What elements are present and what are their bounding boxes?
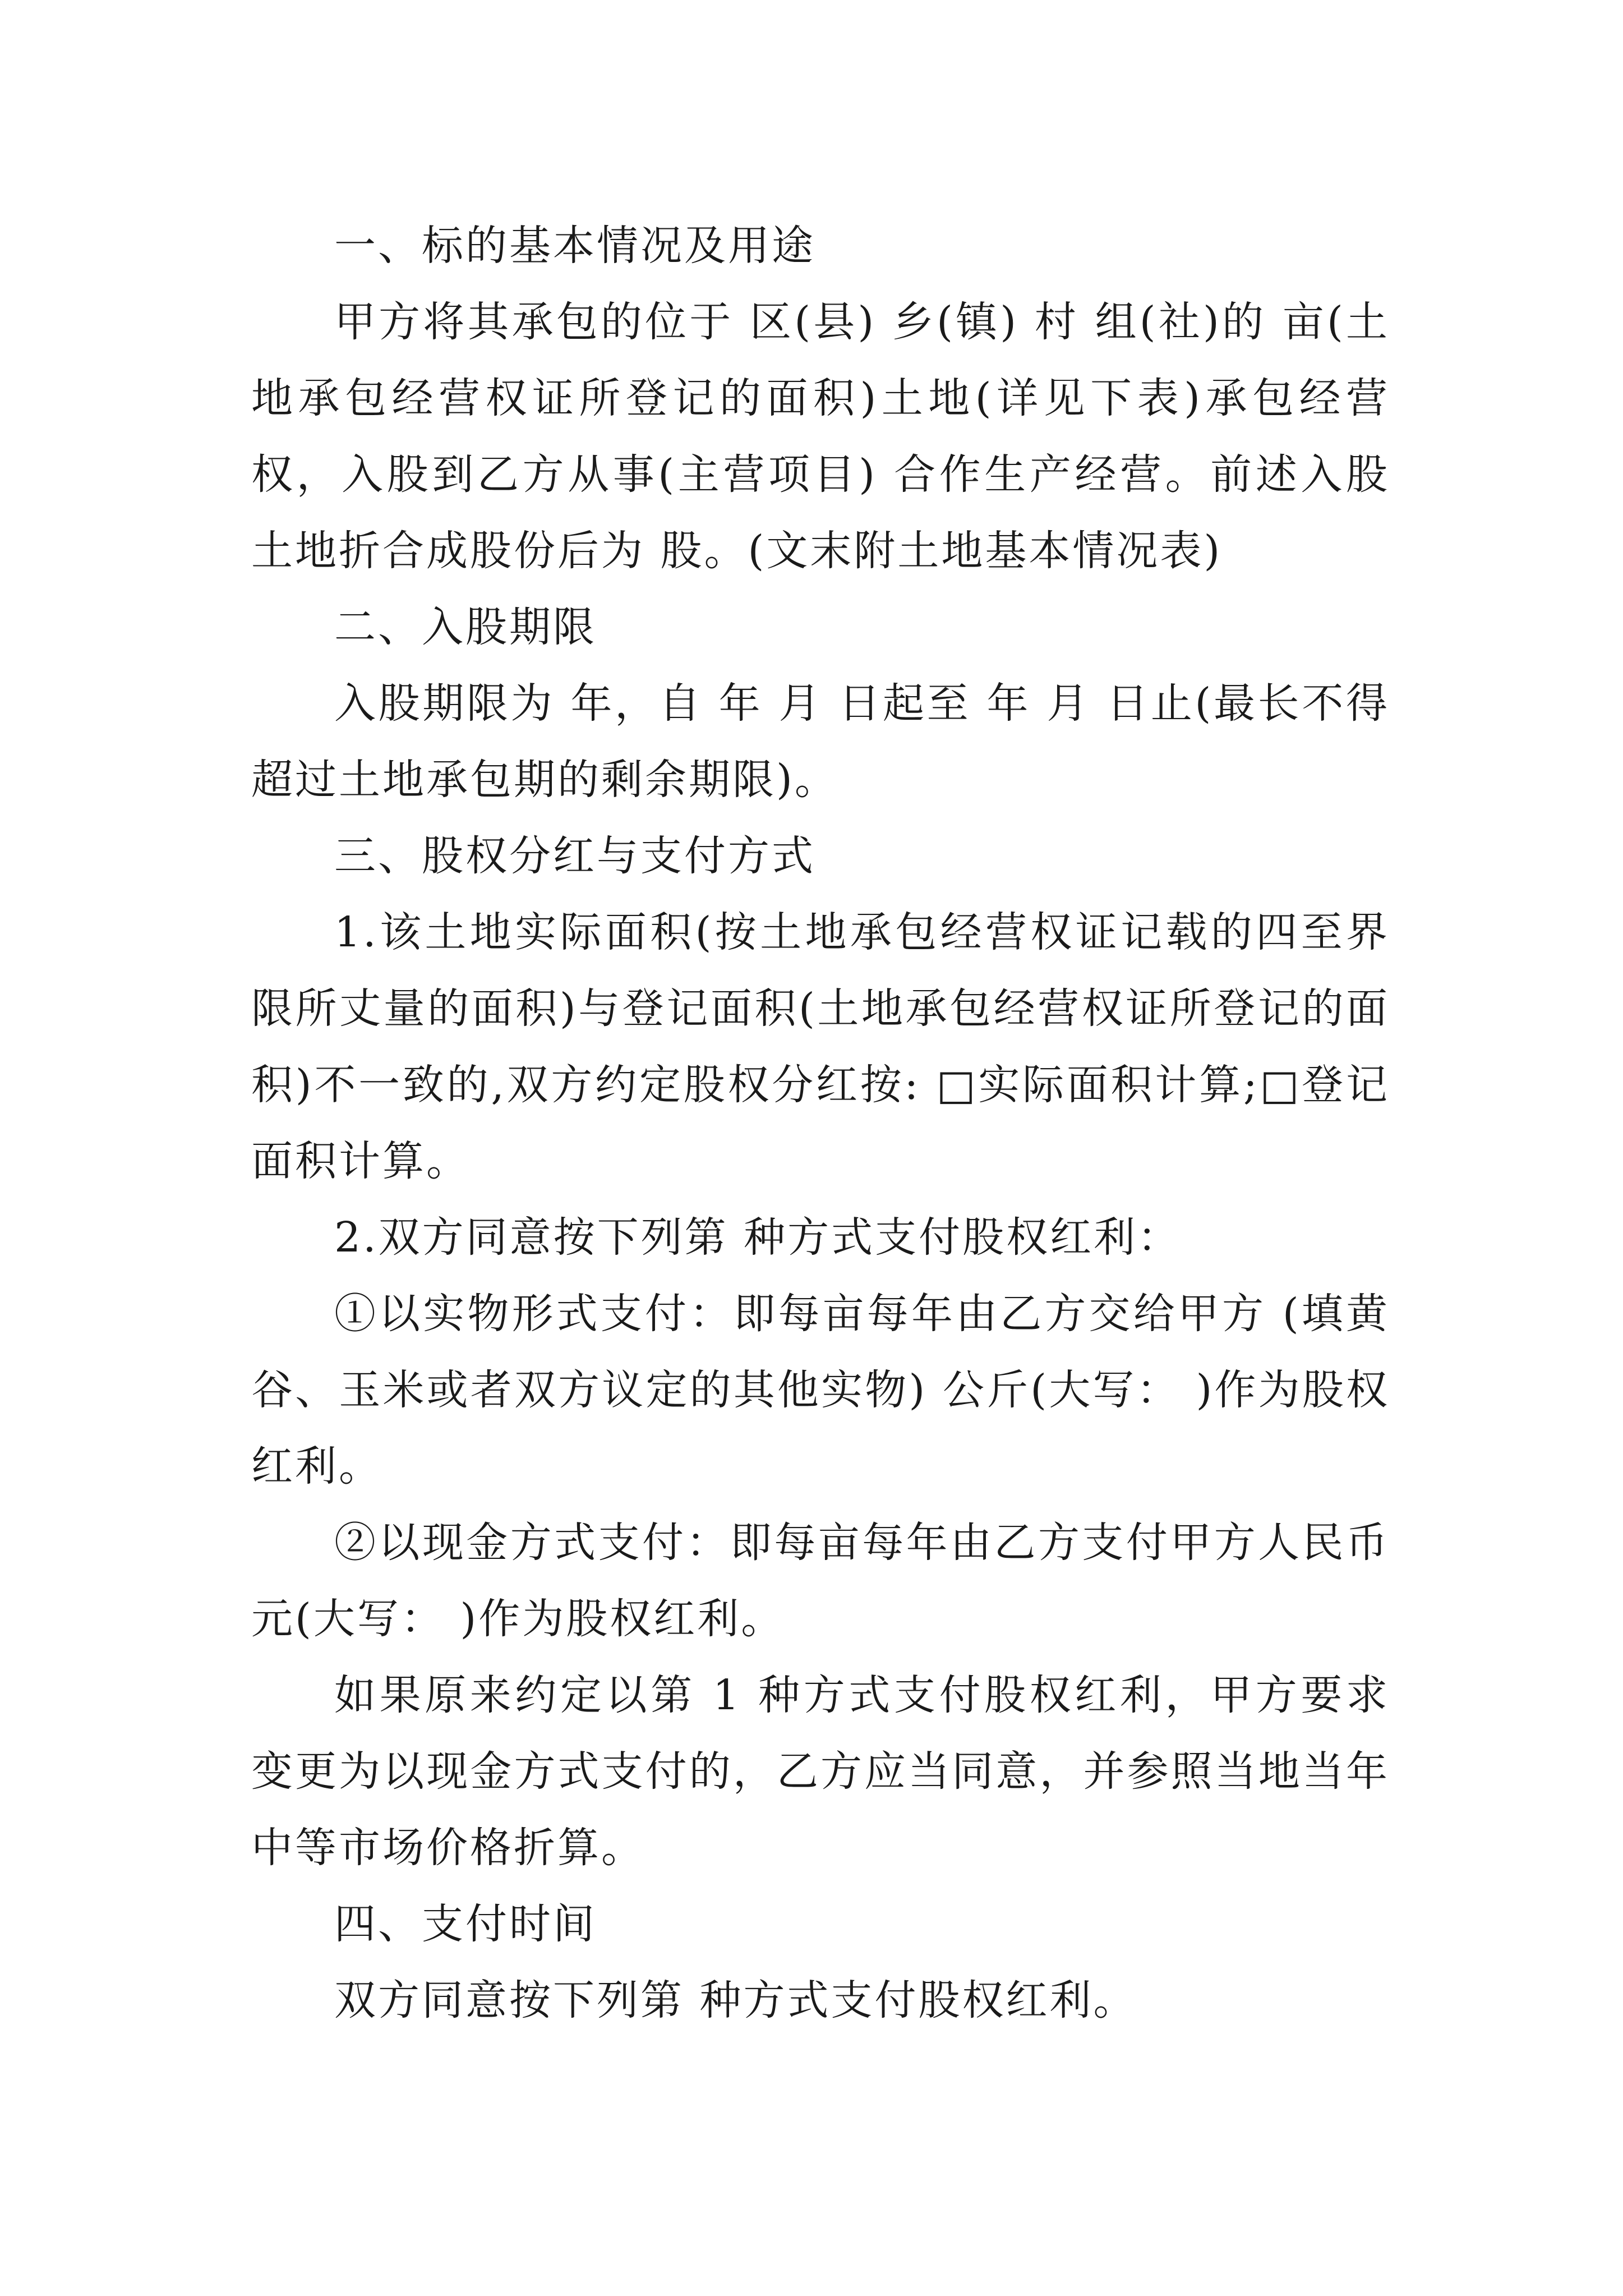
- paragraph: 入股期限为 年，自 年 月 日起至 年 月 日止(最长不得超过土地承包期的剩余期限)。: [251, 679, 1390, 804]
- document-body: [251, 208, 1390, 2039]
- paragraph: 甲方将其承包的位于 区(县) 乡(镇) 村 组(社)的 亩(土地承包经营权证所登记的面积)土地(详见下表)承包经营权，入股到乙方从事(主营项目) 合作生产经营。前述入股土地折合成股份后为 股。(文末附土地基本情况表): [251, 298, 1390, 575]
- paragraph: 如果原来约定以第 1 种方式支付股权红利，甲方要求变更为以现金方式支付的，乙方应当同意，并参照当地当年中等市场价格折算。: [251, 1671, 1390, 1872]
- paragraph: 2.双方同意按下列第 种方式支付股权红利：: [334, 1213, 1182, 1262]
- paragraph: ①以实物形式支付：即每亩每年由乙方交给甲方 (填黄谷、玉米或者双方议定的其他实物) 公斤(大写： )作为股权红利。: [251, 1290, 1390, 1490]
- paragraph: 1.该土地实际面积(按土地承包经营权证记载的四至界限所丈量的面积)与登记面积(土地承包经营权证所登记的面积)不一致的,双方约定股权分红按: □实际面积计算;□登记面积计算。: [251, 908, 1390, 1185]
- paragraph: 双方同意按下列第 种方式支付股权红利。: [334, 1976, 1137, 2024]
- section-heading: 二、入股期限: [334, 603, 597, 651]
- section-heading: 四、支付时间: [334, 1900, 597, 1948]
- paragraph: ②以现金方式支付：即每亩每年由乙方支付甲方人民币 元(大写： )作为股权红利。: [251, 1519, 1390, 1643]
- section-heading: 三、股权分红与支付方式: [334, 832, 815, 880]
- section-heading: 一、标的基本情况及用途: [334, 222, 815, 270]
